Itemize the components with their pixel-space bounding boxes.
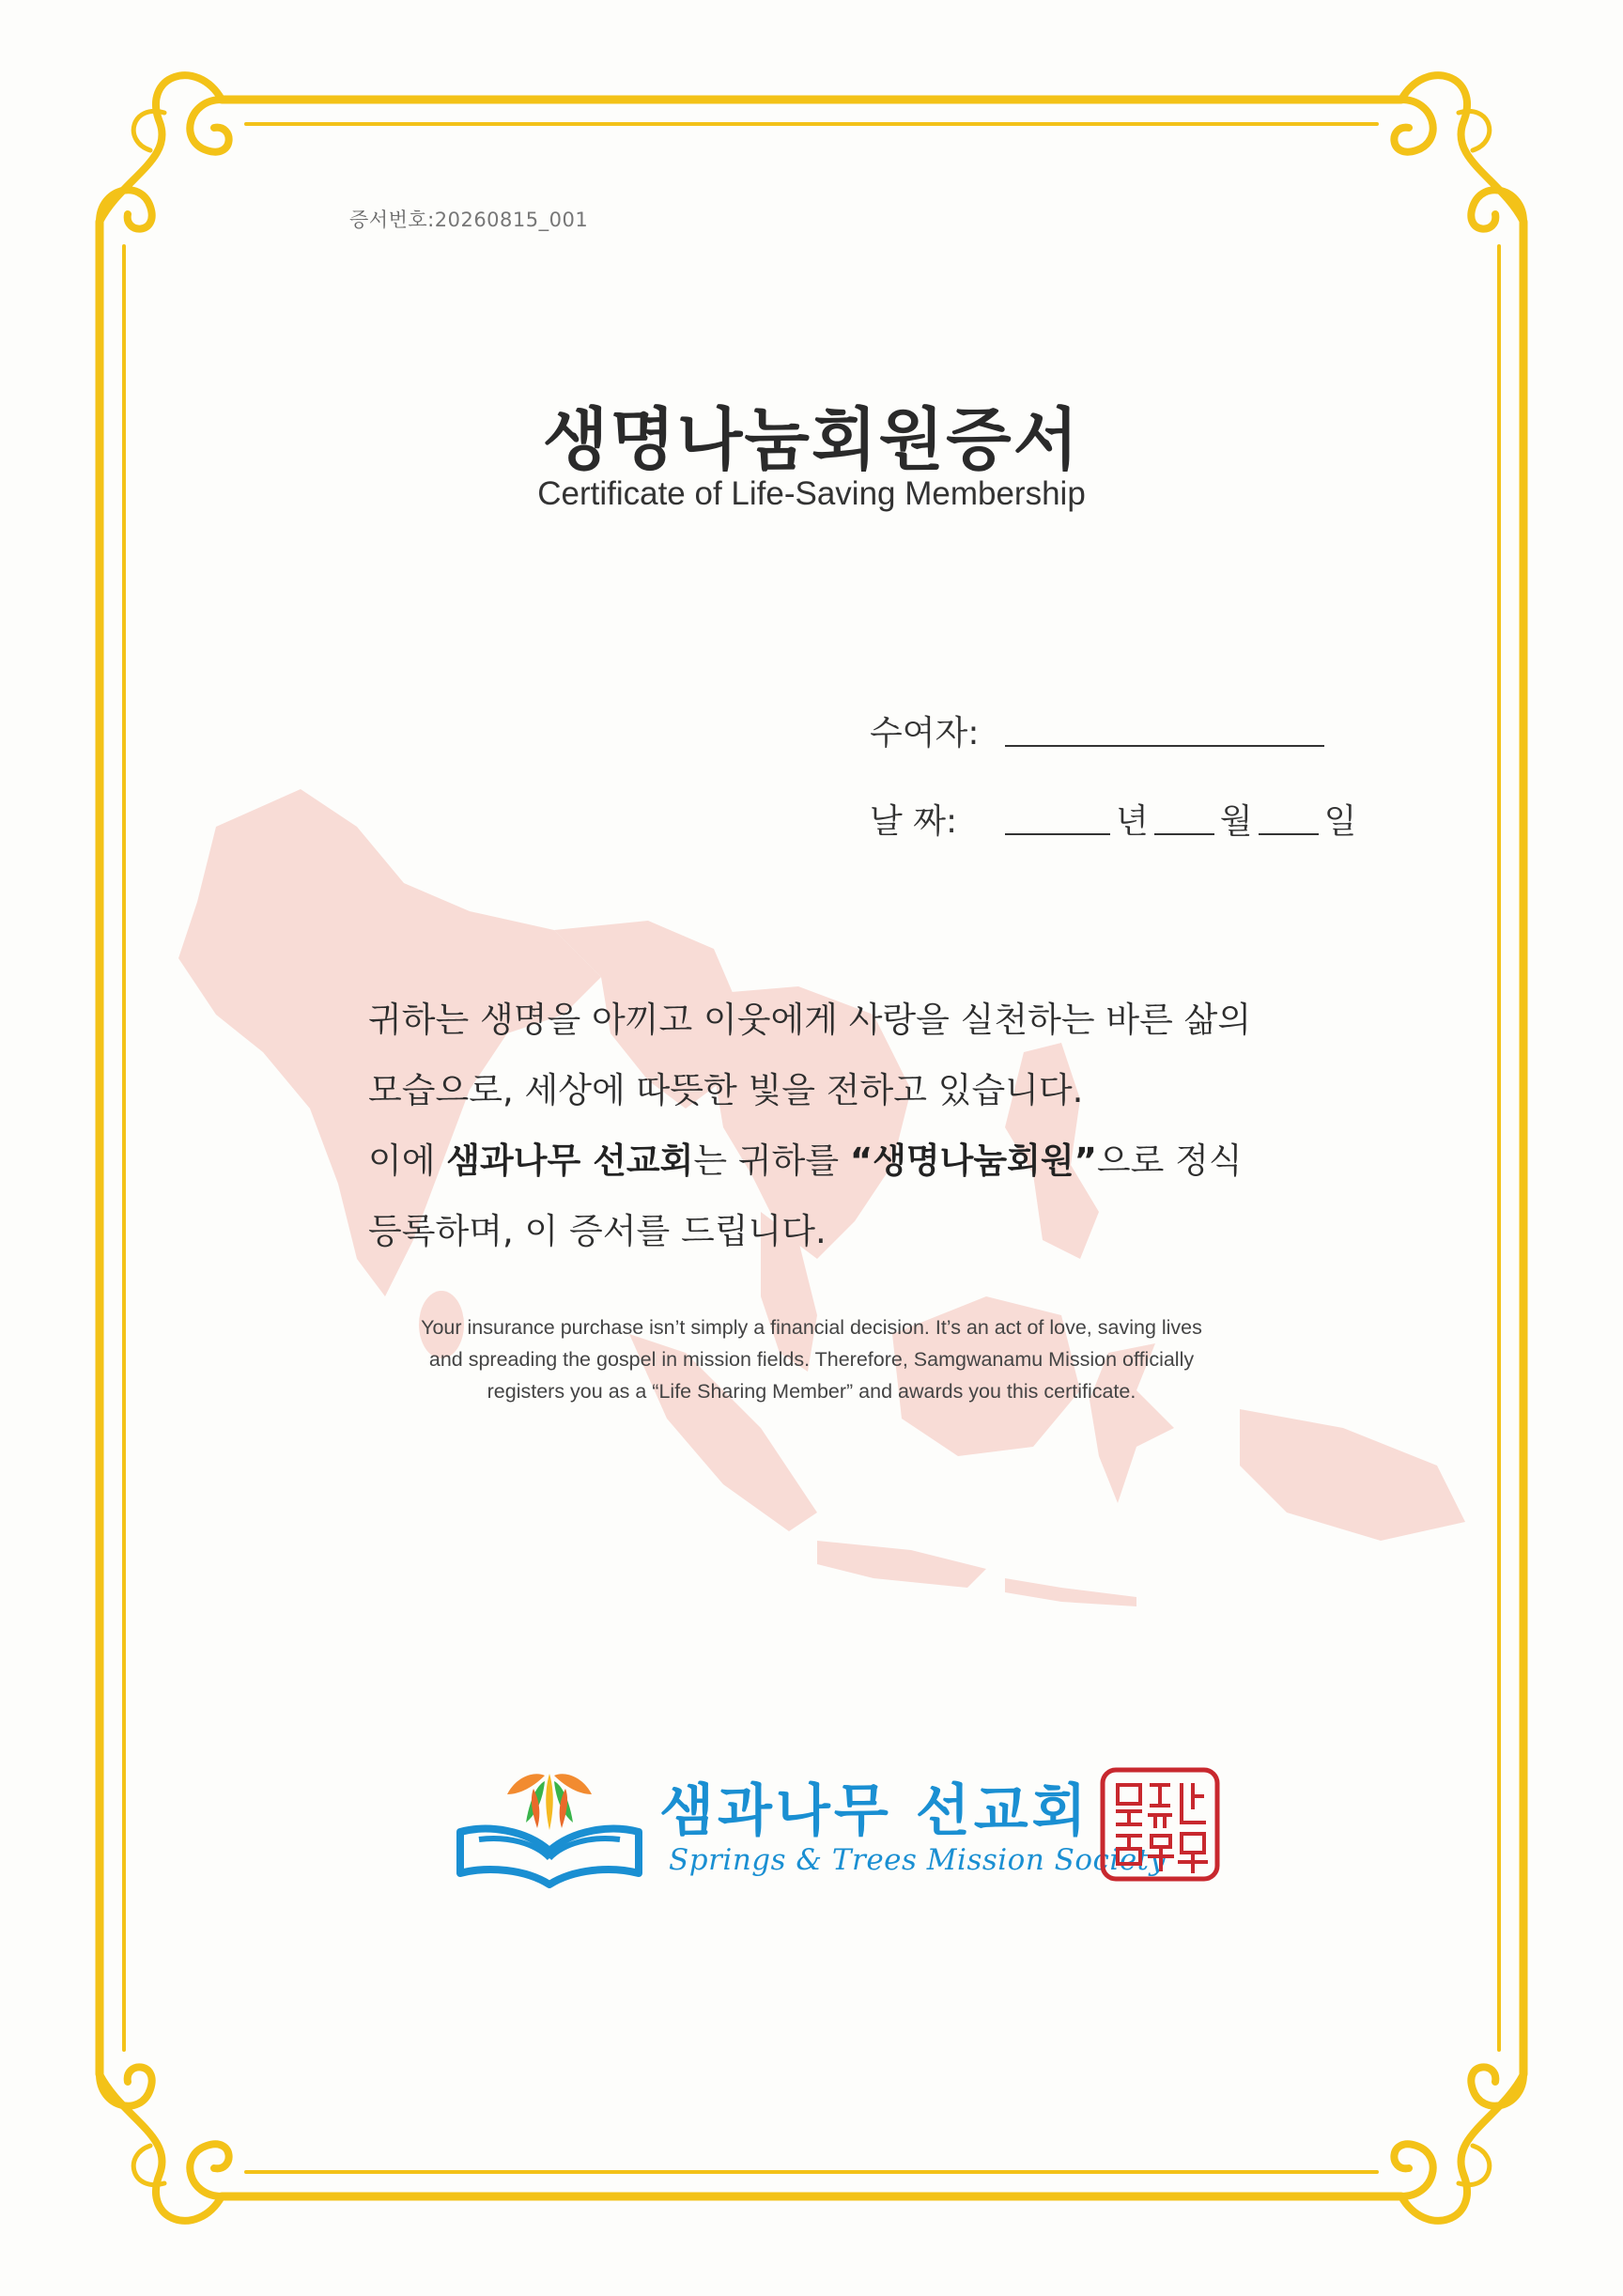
recipient-field [870, 706, 1324, 754]
body-en-line-2: and spreading the gospel in mission fields. Therefore, Samgwanamu Mission officially [428, 1348, 1195, 1371]
day-blank-line[interactable] [1259, 832, 1319, 835]
body-english [357, 1311, 1266, 1407]
logo-name-english: Springs & Trees Mission Society [669, 1843, 1167, 1877]
body-ko-line-2: 모습으로, 세상에 따뜻한 빛을 전하고 있습니다. [368, 1070, 1084, 1110]
year-blank-line[interactable] [1005, 832, 1110, 835]
certificate-number-value: 20260815_001 [434, 209, 589, 231]
month-unit: 월 [1219, 802, 1253, 841]
title-korean: 생명나눔회원증서 [542, 400, 1081, 479]
body-ko-line-3-mid: 는 귀하를 [693, 1140, 850, 1181]
body-en-line-3: registers you as a “Life Sharing Member” and awards you this certificate. [487, 1380, 1136, 1403]
body-ko-line-3-pre: 이에 [368, 1140, 447, 1181]
certificate-number [349, 205, 588, 233]
red-seal-stamp [1099, 1766, 1221, 1883]
body-ko-line-4: 등록하며, 이 증서를 드립니다. [368, 1211, 827, 1251]
body-ko-line-3-post: 으로 정식 [1096, 1140, 1243, 1181]
date-field [870, 795, 1362, 843]
body-korean [368, 985, 1307, 1266]
org-name-bold: 샘과나무 선교회 [446, 1140, 694, 1181]
year-unit: 년 [1116, 802, 1149, 841]
recipient-label: 수여자: [870, 714, 980, 752]
month-blank-line[interactable] [1154, 832, 1214, 835]
certificate-number-label: 증서번호: [349, 209, 435, 231]
recipient-blank-line[interactable] [1005, 744, 1324, 747]
body-ko-line-1: 귀하는 생명을 아끼고 이웃에게 사랑을 실천하는 바른 삶의 [368, 1000, 1252, 1040]
title-english: Certificate of Life-Saving Membership [537, 475, 1086, 512]
body-en-line-1: Your insurance purchase isn’t simply a financial decision. It’s an act of love, saving lives [421, 1316, 1202, 1339]
logo-name-korean: 샘과나무 선교회 [659, 1778, 1090, 1844]
member-name-bold: “생명나눔회원” [849, 1140, 1097, 1181]
date-label: 날 짜: [870, 802, 958, 841]
open-book-icon [451, 1757, 648, 1888]
body-ko-line-3 [368, 1125, 1307, 1196]
day-unit: 일 [1323, 802, 1357, 841]
